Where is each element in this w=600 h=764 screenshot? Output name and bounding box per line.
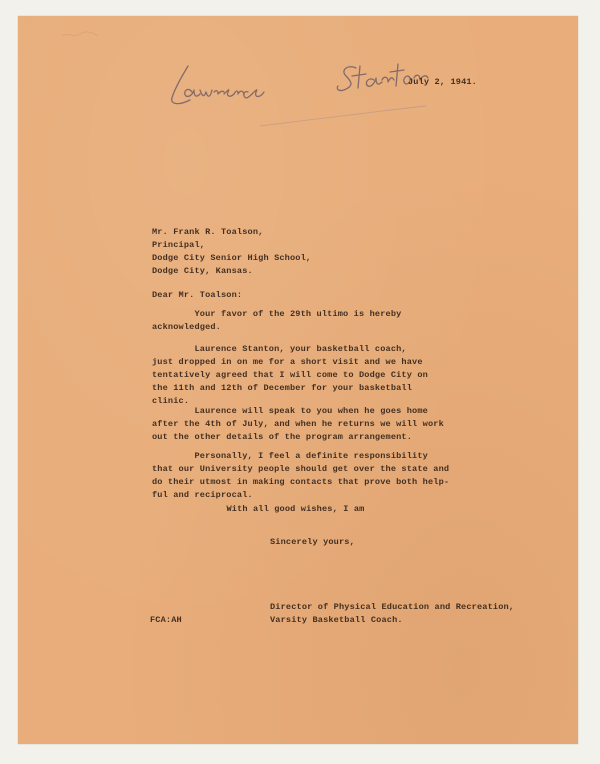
body-line: tentatively agreed that I will come to Dodge City on [152, 370, 428, 380]
closing: Sincerely yours, [270, 537, 355, 547]
body-line: that our University people should get over the state and [152, 464, 450, 474]
signature-line-1: Director of Physical Education and Recreation, [270, 602, 515, 612]
body-line: Laurence will speak to you when he goes home [152, 406, 428, 416]
recipient-line-4: Dodge City, Kansas. [152, 266, 253, 276]
body-line: Personally, I feel a definite responsibility [152, 451, 428, 461]
body-line: With all good wishes, I am [184, 504, 365, 514]
handwritten-name-signature [160, 46, 460, 136]
pencil-mark [60, 28, 100, 42]
recipient-line-2: Principal, [152, 240, 206, 250]
salutation: Dear Mr. Toalson: [152, 290, 243, 300]
typist-initials: FCA:AH [150, 615, 182, 625]
body-line: do their utmost in making contacts that prove both help- [152, 477, 450, 487]
body-line: after the 4th of July, and when he returns we will work [152, 419, 444, 429]
signature-line-2: Varsity Basketball Coach. [270, 615, 403, 625]
letter-date: July 2, 1941. [408, 77, 477, 87]
body-line: ful and reciprocal. [152, 490, 253, 500]
body-line: acknowledged. [152, 322, 221, 332]
body-line: Laurence Stanton, your basketball coach, [152, 344, 407, 354]
body-line: the 11th and 12th of December for your basketball [152, 383, 413, 393]
recipient-line-1: Mr. Frank R. Toalson, [152, 227, 264, 237]
recipient-line-3: Dodge City Senior High School, [152, 253, 312, 263]
body-line: just dropped in on me for a short visit and we have [152, 357, 423, 367]
body-line: out the other details of the program arrangement. [152, 432, 413, 442]
body-line: Your favor of the 29th ultimo is hereby [152, 309, 402, 319]
body-line: clinic. [152, 396, 190, 406]
